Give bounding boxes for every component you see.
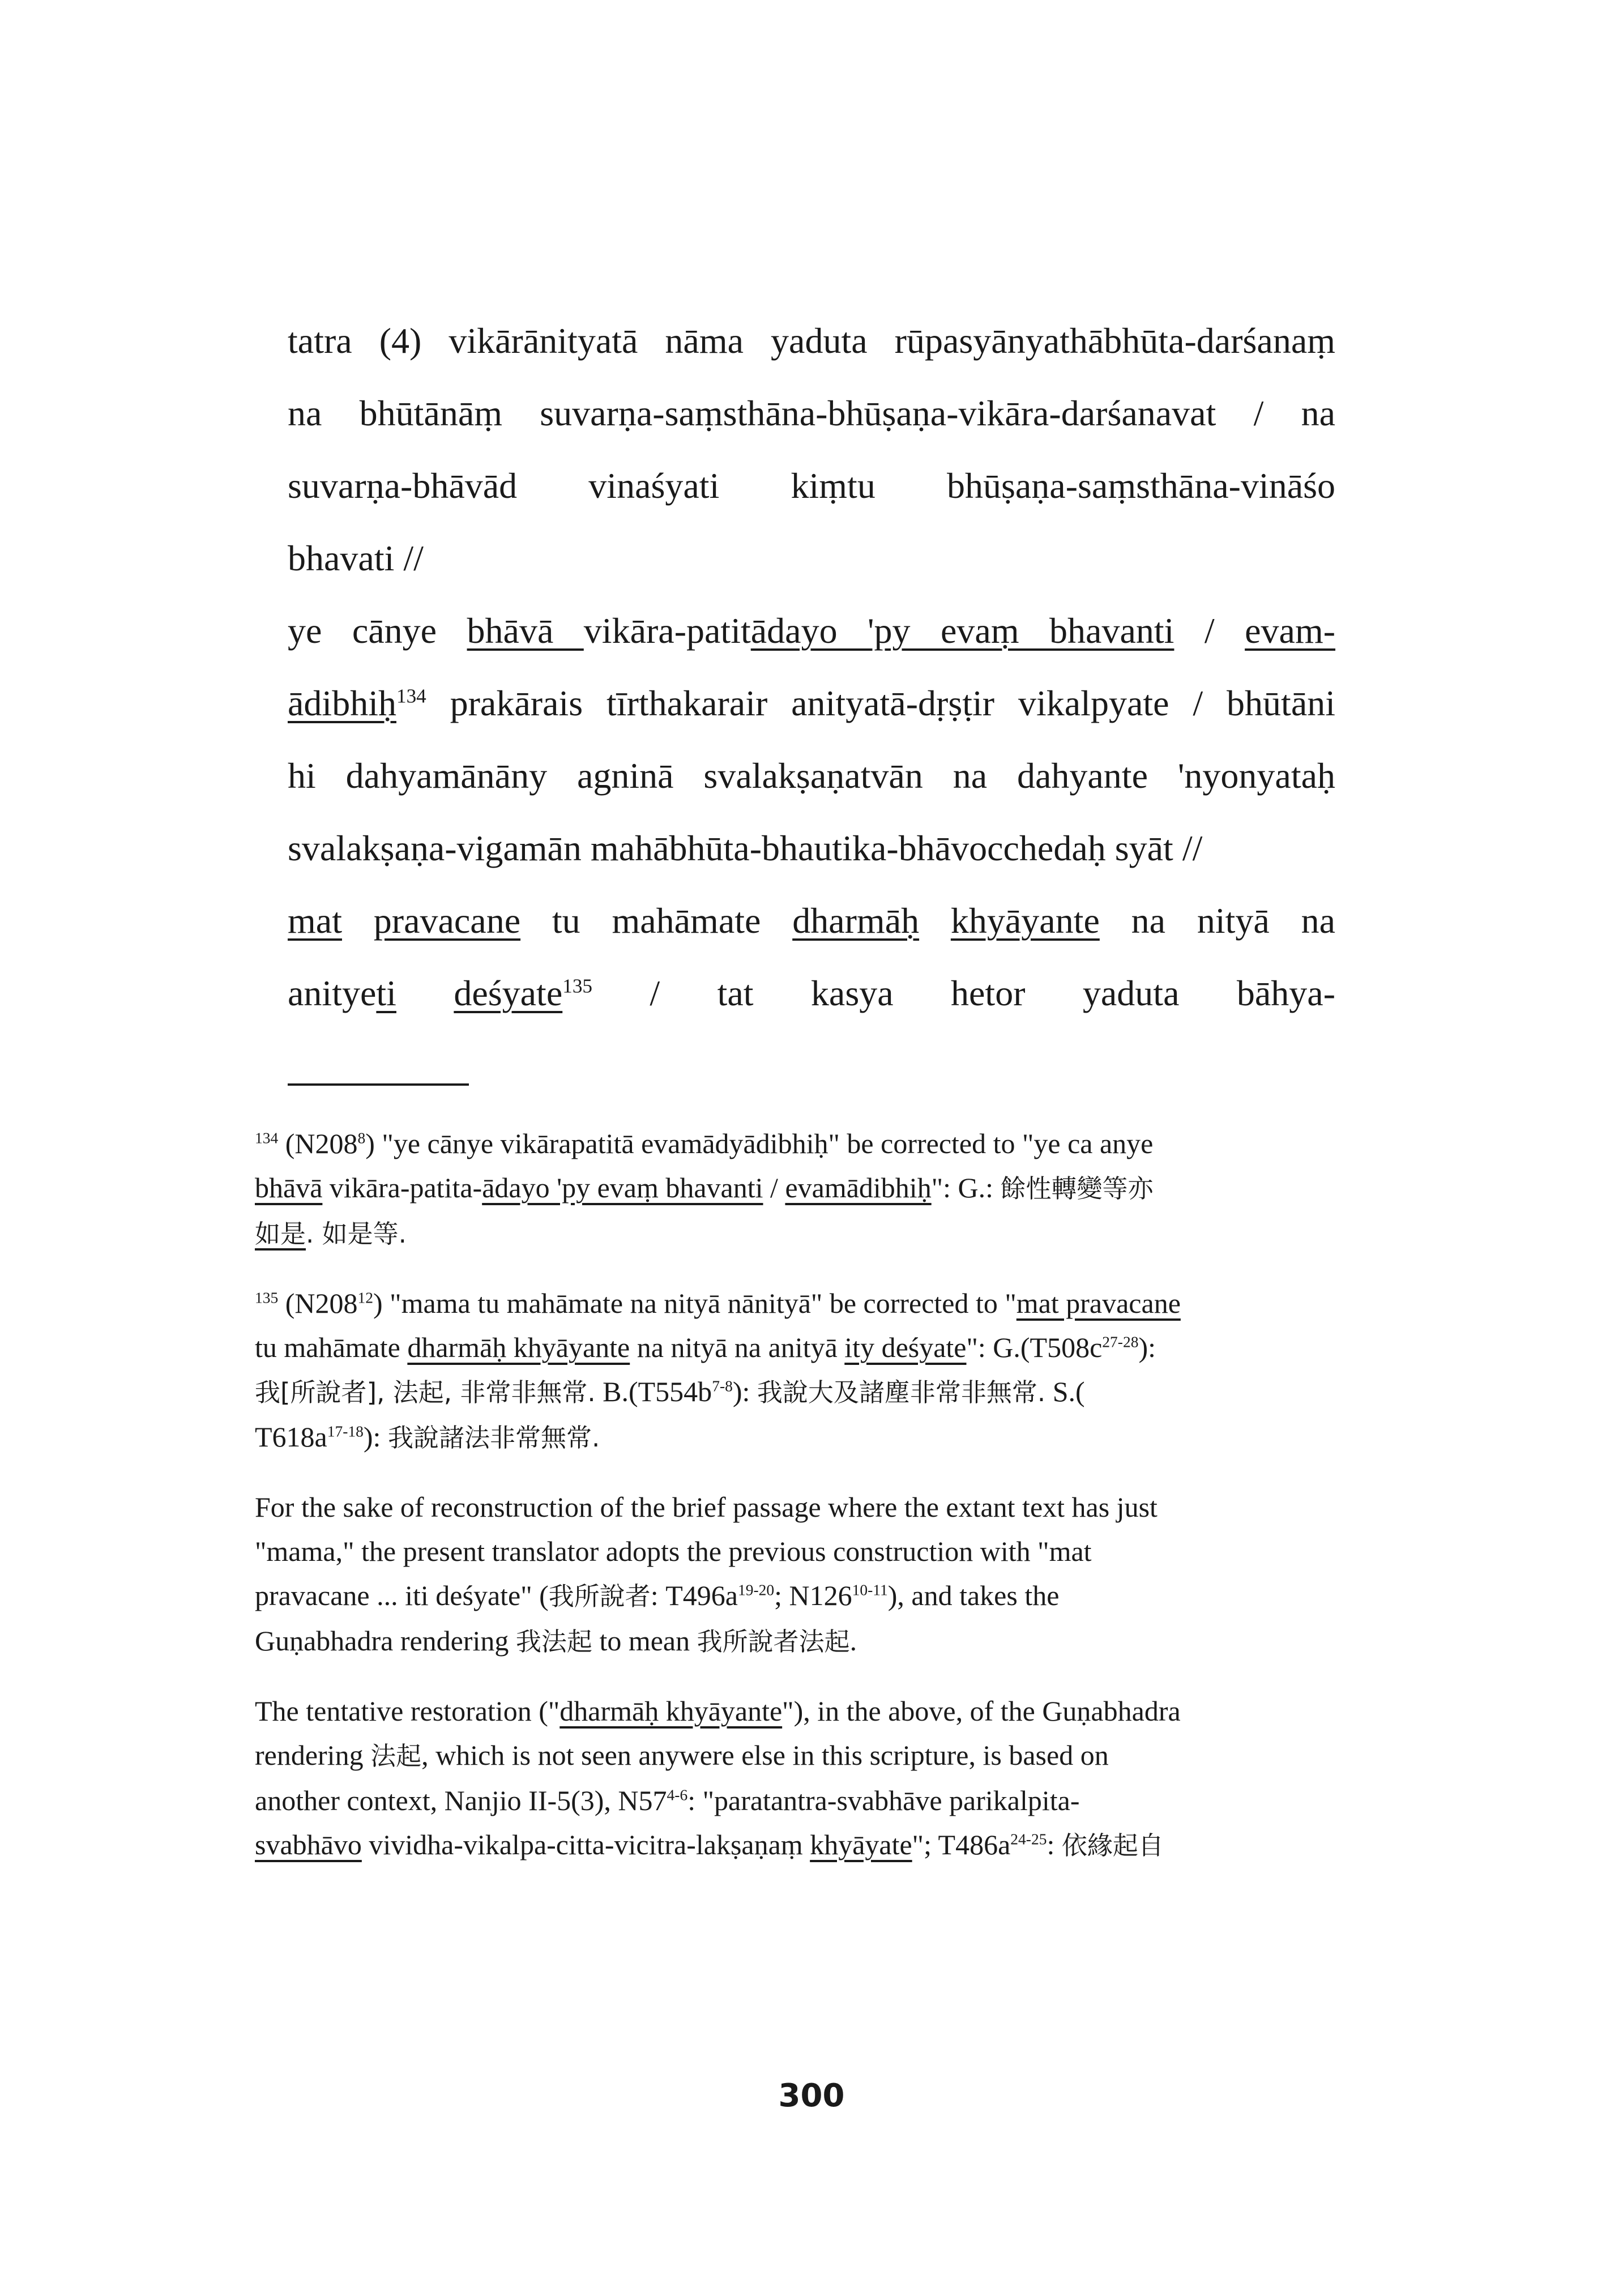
main-line-1: tatra (4) vikārānityatā nāma yaduta rūpasyānyathābhūta-darśanaṃ [288,321,1335,361]
main-line-4: bhavati // [288,538,424,578]
main-line-7: hi dahyamānāny agninā svalakṣaṇatvān na dahyante 'nyonyataḥ [288,756,1335,796]
footnote-ref-134[interactable]: 134 [396,685,426,707]
footnote-134 [255,1121,1331,1256]
page-number: 300 [778,2077,845,2114]
note-paragraph-2-line-1: The tentative restoration ("dharmāḥ khyāyante"), in the above, of the Guṇabhadra [255,1695,1181,1727]
note-paragraph-1-line-4: Guṇabhadra rendering 我法起 to mean 我所說者法起. [255,1625,857,1657]
footnote-135-line-4: $T618a^{17-18}$): 我說諸法非常無常. [255,1421,600,1453]
main-line-9: mat pravacane tu mahāmate dharmāḥ khyāyante na nityā na [288,901,1335,941]
note-paragraph-1 [255,1485,1331,1664]
footnote-135 [255,1281,1331,1460]
note-paragraph-1-line-3: pravacane ... iti deśyate" (我所說者: $T496a^{19-20}$; N126$^{10-11}$), and takes the [255,1580,1060,1611]
footnote-135-line-3: 我[所說者], 法起, 非常非無常. $B.(T554b^{7-8})$: 我說大及諸塵非常非無常. S.( [255,1376,1085,1407]
note-paragraph-2-line-3: another context, Nanjio II-5(3), N57$^{4-6}$: "paratantra-svabhāve parikalpita- [255,1785,1080,1816]
note-paragraph-1-line-2: "mama," the present translator adopts the previous construction with "mat [255,1535,1092,1567]
note-paragraph-2-line-4: svabhāvo vividha-vikalpa-citta-vicitra-lakṣaṇaṃ khyāyate"; $T486a^{24-25}$: 依緣起自 [255,1829,1164,1860]
footnote-separator [288,1083,469,1086]
main-line-2: na bhūtānāṃ suvarṇa-saṃsthāna-bhūṣaṇa-vikāra-darśanavat / na [288,393,1335,433]
main-line-10: anityeti deśyate$^{135}$ / tat kasya hetor yaduta bāhya- [288,973,1336,1013]
main-line-6: ādibhiḥ$^{134}$ prakārais tīrthakarair anityatā-dṛṣṭir vikalpyate / bhūtāni [288,683,1335,723]
footnote-135-line-2: tu mahāmate dharmāḥ khyāyante na nityā na anityā ity deśyate": $G.(T508c^{27-28})$: [255,1331,1156,1363]
note-paragraph-2 [255,1689,1331,1868]
footnote-ref-135[interactable]: 135 [562,975,593,997]
footnote-134-line-1: $^{134}$ $(N208^8)$ "ye cānye vikārapatitā evamādyādibhiḥ" be corrected to "ye ca anye [255,1128,1154,1159]
footnote-134-line-2: bhāvā vikāra-patita-ādayo 'py evaṃ bhavanti / evamādibhiḥ": G.: 餘性轉變等亦 [255,1172,1154,1204]
footnotes [255,1121,1331,1893]
main-line-5: ye cānye bhāvā vikāra-patitādayo 'py evaṃ bhavanti / evam- [288,611,1336,651]
footnote-135-line-1: $^{135}$ $(N208^{12})$ "mama tu mahāmate na nityā nānityā" be corrected to "mat pravacane [255,1287,1181,1319]
main-text [288,305,1335,1030]
main-line-3: suvarṇa-bhāvād vinaśyati kiṃtu bhūṣaṇa-saṃsthāna-vināśo [288,466,1335,506]
footnote-134-line-3: 如是. 如是等. [255,1219,407,1249]
note-paragraph-1-line-1: For the sake of reconstruction of the brief passage where the extant text has just [255,1491,1158,1523]
main-line-8: svalakṣaṇa-vigamān mahābhūta-bhautika-bhāvocchedaḥ syāt // [288,828,1203,868]
note-paragraph-2-line-2: rendering 法起, which is not seen anywere else in this scripture, is based on [255,1739,1109,1771]
